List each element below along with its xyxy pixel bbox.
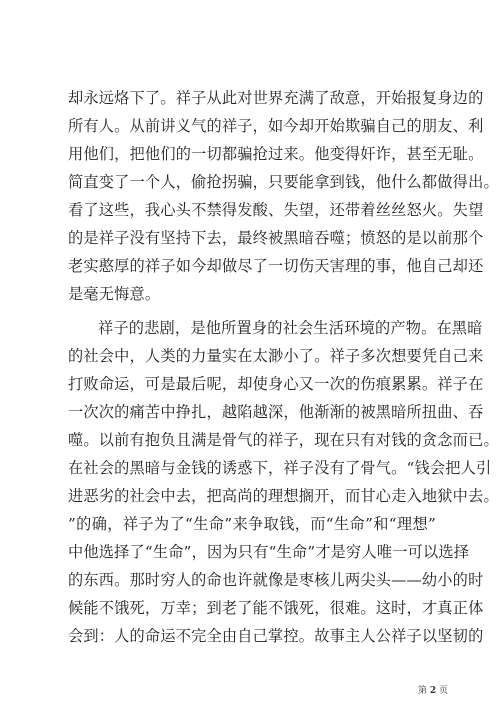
paragraph-2 [68,314,499,650]
text-line: 在社会的黑暗与金钱的诱惑下，祥子没有了骨气。“钱会把人引 [68,459,492,477]
text-line: 看了这些，我心头不禁得发酸、失望，还带着丝丝怒火。失望 [68,201,484,219]
text-line: 的是祥子没有坚持下去，最终被黑暗吞噬；愤怒的是以前那个 [68,229,484,247]
text-line: ”的确，祥子为了“生命”来争取钱，而“生命”和“理想” [68,515,436,533]
text-line: 是毫无悔意。 [68,285,161,303]
text-line: 中他选择了“生命”，因为只有“生命”才是穷人唯一可以选择 [68,543,470,561]
text-line: 的社会中，人类的力量实在太渺小了。祥子多次想要凭自己来 [68,347,484,365]
body-text [68,84,499,650]
page-number-suffix: 页 [438,686,448,696]
text-line: 候能不饿死，万幸；到老了能不饿死，很难。这时，才真正体 [68,599,484,617]
text-line: 噬。以前有抱负且满是骨气的祥子，现在只有对钱的贪念而已。 [68,431,499,449]
page-number: 2 [429,686,437,696]
text-line: 所有人。从前讲义气的祥子，如今却开始欺骗自己的朋友、利 [68,117,484,135]
text-line: 一次次的痛苦中挣扎，越陷越深，他渐渐的被黑暗所扭曲、吞 [68,403,484,421]
paragraph-1 [68,84,499,308]
text-line: 祥子的悲剧，是他所置身的社会生活环境的产物。在黑暗 [98,319,483,337]
page-number-prefix: 第 [417,686,427,696]
text-line: 老实憨厚的祥子如今却做尽了一切伤天害理的事，他自己却还 [68,257,484,275]
text-line: 用他们，把他们的一切都骗抢过来。他变得奸诈，甚至无耻。 [68,145,484,163]
text-line: 会到：人的命运不完全由自己掌控。故事主人公祥子以坚韧的 [68,627,484,645]
page-footer [418,683,448,696]
text-line: 进恶劣的社会中去，把高尚的理想搁开，而甘心走入地狱中去。 [68,487,499,505]
text-line: 打败命运，可是最后呢，却使身心又一次的伤痕累累。祥子在 [68,375,484,393]
text-line: 简直变了一个人，偷抢拐骗，只要能拿到钱，他什么都做得出。 [68,173,499,191]
text-line: 的东西。那时穷人的命也许就像是枣核儿两尖头——幼小的时 [68,571,484,589]
text-line: 却永远烙下了。祥子从此对世界充满了敌意，开始报复身边的 [68,89,484,107]
